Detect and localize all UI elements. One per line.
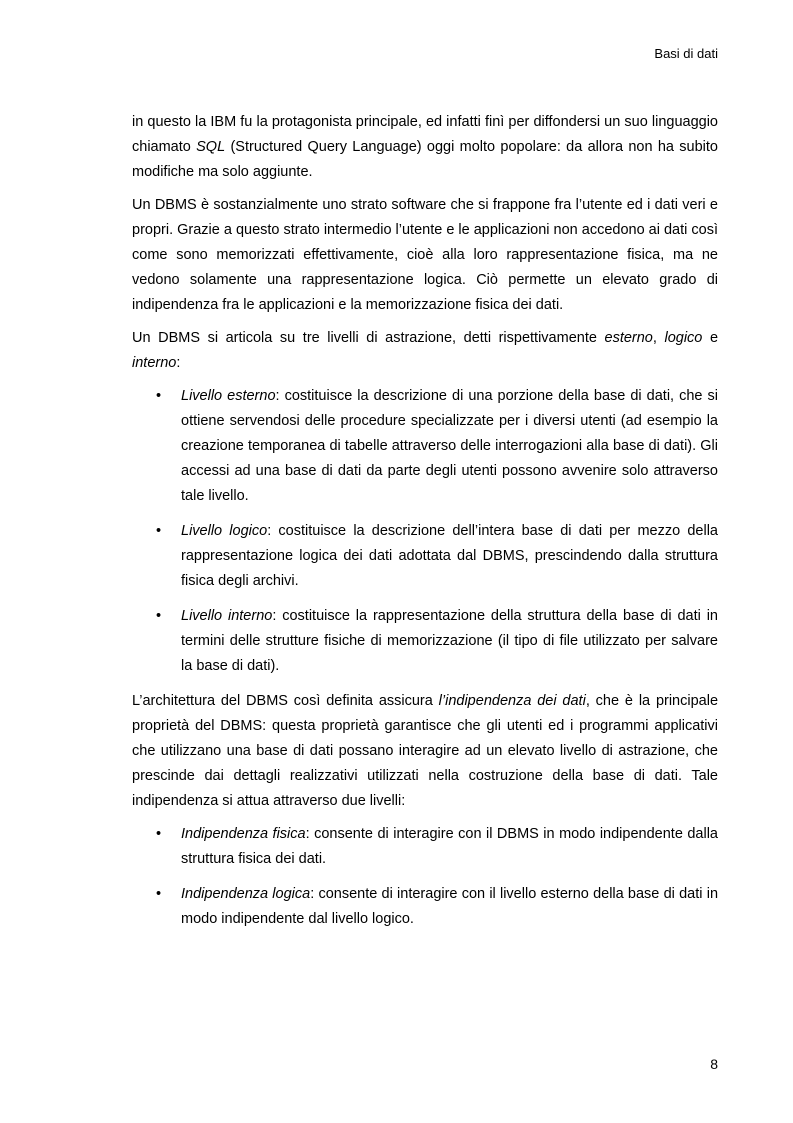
independence-list	[132, 822, 718, 932]
bullet-icon: •	[156, 608, 162, 624]
list-item-internal-level: • Livello interno: costituisce la rappresentazione della struttura della base di dati in termini delle strutture fisiche di memorizzazione (il tipo di file utilizzato per salvare la base di dati).	[132, 604, 718, 679]
list-item-physical-independence: • Indipendenza fisica: consente di interagire con il DBMS in modo indipendente dalla struttura fisica dei dati.	[132, 822, 718, 872]
list-item-logical-independence: • Indipendenza logica: consente di interagire con il livello esterno della base di dati in modo indipendente dal livello logico.	[132, 882, 718, 932]
paragraph-sql-history: in questo la IBM fu la protagonista principale, ed infatti finì per diffondersi un suo linguaggio chiamato SQL (Structured Query Language) oggi molto popolare: da allora non ha subito modifiche ma solo aggiunte.	[132, 114, 718, 180]
levels-list	[132, 384, 718, 679]
paragraph-data-independence: L’architettura del DBMS così definita assicura l’indipendenza dei dati, che è la principale proprietà del DBMS: questa proprietà garantisce che gli utenti ed i programmi applicativi che utilizzano una base di dati possano interagire ad un elevato livello di astrazione, che prescinde dai dettagli realizzativi utilizzati nella costruzione della base di dati. Tale indipendenza si attua attraverso due livelli:	[132, 693, 719, 809]
page-body	[132, 110, 718, 942]
page-number: 8	[710, 1056, 718, 1072]
list-item-external-level: • Livello esterno: costituisce la descrizione di una porzione della base di dati, che si ottiene servendosi delle procedure specializzate per i diversi utenti (ad esempio la creazione temporanea di tabelle attraverso delle interrogazioni alla base di dati). Gli accessi ad una base di dati da parte degli utenti possono avvenire solo attraverso tale livello.	[132, 384, 718, 509]
paragraph-dbms-definition: Un DBMS è sostanzialmente uno strato software che si frappone fra l’utente ed i dati veri e propri. Grazie a questo strato intermedio l’utente e le applicazioni non accedono ai dati così come sono memorizzati effettivamente, cioè alla loro rappresentazione fisica, ma ne vedono solamente una rappresentazione logica. Ciò permette un elevato grado di indipendenza fra le applicazioni e la memorizzazione fisica dei dati.	[132, 197, 718, 313]
paragraph-abstraction-levels: Un DBMS si articola su tre livelli di astrazione, detti rispettivamente esterno, logico e interno:	[132, 330, 719, 371]
bullet-icon: •	[156, 523, 162, 539]
bullet-icon: •	[156, 886, 162, 902]
bullet-icon: •	[156, 826, 162, 842]
running-header: Basi di dati	[654, 46, 718, 61]
list-item-logical-level: • Livello logico: costituisce la descrizione dell’intera base di dati per mezzo della rappresentazione logica dei dati adottata dal DBMS, prescindendo dalla struttura fisica degli archivi.	[132, 519, 718, 594]
bullet-icon: •	[156, 388, 162, 404]
